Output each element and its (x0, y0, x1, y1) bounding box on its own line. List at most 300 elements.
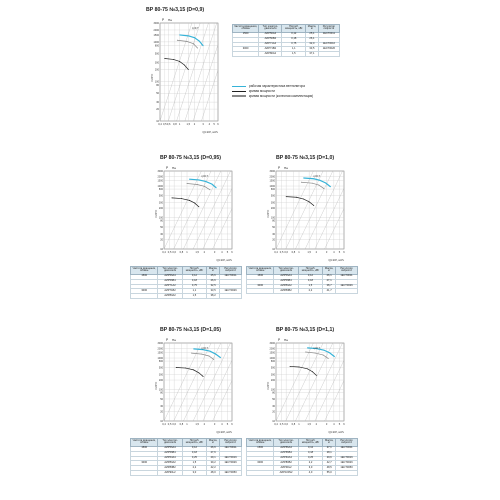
y-tick-label: 100 (270, 388, 275, 392)
table-cell: 3,0 (182, 471, 207, 476)
table-cell: 1500 (247, 274, 274, 279)
table-cell: 1ЕСТ0026 (219, 289, 241, 294)
data-point (312, 183, 313, 184)
x-tick-label: 1,5 (195, 251, 199, 254)
data-point (328, 358, 329, 359)
table-header-cell: Потреб. мощность, кВт (182, 439, 207, 447)
y-tick-label: 3000 (157, 169, 163, 173)
y-tick-label: 300 (270, 373, 275, 377)
table-header-cell: Потреб. мощность, кВт (298, 439, 323, 447)
table-cell: 0,12 (298, 274, 323, 279)
table-cell: 1ЕСТ0026 (335, 284, 357, 289)
y-tick-label: 50 (272, 397, 275, 401)
data-point (173, 59, 174, 60)
data-point (197, 48, 198, 49)
table-cell: 26,1 (306, 37, 319, 42)
data-point (307, 347, 308, 348)
data-point (197, 184, 198, 185)
table-header-cell: Частота вращения, об/мин (234, 24, 258, 31)
table-cell: 0,25 (182, 456, 207, 461)
data-point (307, 368, 308, 369)
table-cell: 0,12 (182, 274, 207, 279)
table-cell: АИР56А4 (158, 446, 182, 451)
y-axis-unit: Па (172, 338, 176, 342)
data-point (323, 355, 324, 356)
data-point (211, 184, 212, 185)
y-tick-label: 200 (270, 378, 275, 382)
table-header-cell: Регулятор скорости (336, 439, 358, 447)
y-tick-label: 3000 (269, 169, 275, 173)
y-tick-label: 300 (154, 61, 159, 65)
table-cell (335, 289, 357, 294)
table-cell: 2,2 (182, 466, 207, 471)
table-cell: АИР90L2 (158, 471, 182, 476)
y-tick-label: 500 (158, 194, 163, 198)
data-point (220, 357, 221, 358)
table-cell: АИР71В2 (158, 289, 182, 294)
table-cell: 1500 (131, 274, 158, 279)
table-cell: АИР71В2 (259, 47, 282, 52)
table-row (247, 471, 358, 476)
table-cell: 0,18 (298, 451, 323, 456)
table-header-cell: Частота вращения, об/мин (131, 267, 158, 275)
legend-label-work: рабочая характеристика вентилятора (249, 84, 305, 88)
data-point (315, 353, 316, 354)
table-row (233, 52, 340, 57)
y-axis-label: P (278, 338, 281, 342)
table-cell: 1,1 (182, 289, 207, 294)
y-tick-label: 3000 (269, 341, 275, 345)
table-cell: 1ЕСТ0011 (335, 274, 357, 279)
x-tick-label: 6 (217, 123, 219, 126)
table-cell: 1ЕСТ0016 (336, 456, 358, 461)
table-cell: 42,7 (323, 461, 336, 466)
data-point (193, 348, 194, 349)
x-tick-label: 0,4 (158, 123, 162, 126)
x-tick-label: 3 (325, 423, 328, 426)
table-cell (247, 471, 274, 476)
table-cell: 27,1 (323, 279, 336, 284)
x-tick-label: 0,8 (179, 423, 184, 426)
data-point (313, 178, 314, 179)
x-tick-label: 2 (203, 423, 206, 426)
y-tick-label: 30 (160, 232, 163, 236)
y-tick-label: 1500 (153, 33, 159, 37)
data-point (199, 41, 200, 42)
legend-swatch-power (232, 91, 246, 92)
y-tick-label: 200 (270, 206, 275, 210)
table-cell: АИР63А4 (274, 456, 298, 461)
data-point (305, 352, 306, 353)
table-cell: 0,12 (182, 446, 207, 451)
x-tick-label: 0,4 (162, 251, 166, 254)
y-tick-label: 2000 (153, 28, 159, 32)
data-point (193, 43, 194, 44)
y-tick-label: 10 (160, 419, 163, 423)
table-cell: 3000 (131, 461, 158, 466)
y-axis-label: P (278, 166, 281, 170)
table-header-cell: Регулятор скорости (219, 267, 241, 275)
x-tick-label: 6 (231, 251, 233, 254)
data-point (194, 37, 195, 38)
table-cell: АИР56В4 (274, 279, 298, 284)
efficiency-label: η=0,7 (313, 347, 320, 350)
data-point (205, 181, 206, 182)
y-tick-label: 100 (154, 80, 159, 84)
chart-2 (150, 163, 242, 263)
y-tick-label: 100 (270, 216, 275, 220)
data-point (301, 182, 302, 183)
table-cell: 33,5 (207, 289, 220, 294)
x-tick-label: 5 (213, 123, 215, 126)
x-tick-label: 1,5 (307, 251, 311, 254)
data-point (194, 203, 195, 204)
table-header-cell: Частота вращения, об/мин (247, 267, 274, 275)
x-tick-label: 1,5 (307, 423, 311, 426)
y-tick-label: 20 (160, 410, 163, 414)
table-row (247, 289, 358, 294)
table-header-cell: Частота вращения, об/мин (131, 439, 158, 447)
y-tick-label: 80 (272, 391, 275, 395)
table-cell: 39,2 (207, 461, 220, 466)
temperature-label: t=20°C (151, 73, 154, 82)
x-tick-label: 4 (333, 423, 335, 426)
table-cell: 38,2 (207, 294, 220, 299)
table-cell: АИР71А4 (259, 42, 282, 47)
table-cell: 1,5 (298, 284, 323, 289)
legend-item-power-mounted (232, 94, 313, 99)
y-tick-label: 100 (158, 388, 163, 392)
data-point (316, 375, 317, 376)
x-tick-label: 1 (186, 251, 188, 254)
x-tick-label: 3 (213, 251, 216, 254)
table-cell: 1ЕСТ0011 (219, 274, 241, 279)
table-cell: 27,6 (207, 451, 220, 456)
y-tick-label: 2000 (269, 347, 275, 351)
table-cell: АИР56В4 (158, 279, 182, 284)
table-cell: 26,6 (207, 446, 220, 451)
data-point (198, 179, 199, 180)
x-tick-label: 1 (298, 251, 300, 254)
chart-title-1: ВР 80-75 №3,15 (D=0,9) (146, 7, 205, 13)
y-tick-label: 20 (156, 107, 159, 111)
legend (232, 84, 313, 98)
y-tick-label: 500 (154, 52, 159, 56)
x-axis-label: Q×10³, м³/ч (328, 430, 344, 434)
table-cell: 48,5 (323, 466, 336, 471)
data-point (312, 371, 313, 372)
data-point (329, 352, 330, 353)
efficiency-label: η=0,7 (201, 175, 208, 178)
table-cell: АИР56В4 (158, 451, 182, 456)
temperature-label: t=20°C (267, 209, 270, 218)
table-cell: 1ЕСТ0026 (219, 461, 241, 466)
x-axis-label: Q×10³, м³/ч (202, 130, 218, 134)
table-cell: АИР80А2 (274, 284, 298, 289)
y-axis-unit: Па (284, 338, 288, 342)
table-cell: 1ЕСТ0011 (318, 32, 339, 37)
data-point (330, 186, 331, 187)
table-cell: 0,18 (298, 279, 323, 284)
data-point (296, 197, 297, 198)
data-point (216, 187, 217, 188)
table-header-cell: Масса, кг (306, 25, 319, 33)
efficiency-label: η=0,7 (313, 175, 320, 178)
table-cell: 32,0 (306, 42, 319, 47)
y-tick-label: 1000 (269, 356, 275, 360)
table-cell: 1,5 (182, 294, 207, 299)
x-axis-label: Q×10³, м³/ч (216, 430, 232, 434)
legend-label-power: кривая мощности (249, 88, 275, 93)
x-tick-label: 0,8 (179, 251, 184, 254)
table-cell: 48,0 (207, 471, 220, 476)
y-tick-label: 100 (158, 216, 163, 220)
table-cell: АИР80А2 (259, 52, 282, 57)
y-tick-label: 500 (158, 366, 163, 370)
table-header-cell: Регулятор скорости (219, 439, 241, 447)
table-cell: 1ЕСТ0011 (336, 446, 358, 451)
y-tick-label: 800 (158, 359, 163, 363)
table-cell: АИР56А4 (259, 32, 282, 37)
y-tick-label: 1500 (269, 179, 275, 183)
x-tick-label: 5 (226, 423, 229, 426)
table-cell: 1ЕСТ0011 (219, 446, 241, 451)
data-point (309, 201, 310, 202)
table-header-cell: Масса, кг (323, 267, 336, 275)
y-tick-label: 30 (272, 232, 275, 236)
table-cell: АИР80В2 (274, 289, 298, 294)
y-tick-label: 30 (272, 404, 275, 408)
data-point (186, 41, 187, 42)
table-header-cell: Регулятор скорости (318, 25, 339, 33)
table-cell: 42,2 (207, 466, 220, 471)
table-header-cell: Тип электро-двигателя (274, 267, 298, 275)
data-point (204, 186, 205, 187)
table-cell (233, 52, 259, 57)
table-cell: 0,18 (182, 451, 207, 456)
y-tick-label: 10 (160, 247, 163, 251)
table-header-cell: Частота вращения, об/мин (247, 439, 274, 447)
table-cell: 1500 (131, 446, 158, 451)
table-row (131, 294, 242, 299)
x-tick-label: 0,5 (167, 423, 172, 426)
y-tick-label: 80 (160, 391, 163, 395)
y-tick-label: 500 (270, 194, 275, 198)
data-point (198, 206, 199, 207)
x-tick-label: 5 (338, 251, 341, 254)
y-tick-label: 10 (272, 419, 275, 423)
table-row (131, 471, 242, 476)
table-cell (131, 294, 158, 299)
temperature-label: t=20°C (155, 381, 158, 390)
y-tick-label: 3000 (153, 21, 159, 25)
y-tick-label: 800 (270, 359, 275, 363)
chart-3 (262, 163, 354, 263)
table-cell: 3000 (131, 289, 158, 294)
x-tick-label: 0,5 (167, 251, 172, 254)
y-tick-label: 30 (156, 101, 159, 105)
y-tick-label: 50 (272, 225, 275, 229)
efficiency-label: η=0,7 (201, 347, 208, 350)
spec-table-4 (130, 438, 242, 476)
table-cell: 27,1 (323, 446, 336, 451)
y-tick-label: 1000 (269, 184, 275, 188)
table-cell (219, 294, 241, 299)
data-point (290, 366, 291, 367)
y-tick-label: 50 (160, 225, 163, 229)
spec-table-1 (232, 24, 340, 57)
table-cell: 26,6 (207, 279, 220, 284)
table-cell: 37,1 (306, 52, 319, 57)
table-cell: 2,2 (298, 289, 323, 294)
table-cell: 0,12 (298, 446, 323, 451)
table-cell: 1ЕСТ0026 (336, 461, 358, 466)
x-tick-label: 2 (315, 251, 318, 254)
table-cell: 0,12 (282, 32, 306, 37)
y-axis-unit: Па (284, 166, 288, 170)
table-cell: 2,2 (298, 461, 323, 466)
table-cell: 1,1 (282, 47, 306, 52)
table-cell: 33,5 (306, 47, 319, 52)
data-point (319, 180, 320, 181)
data-point (172, 197, 173, 198)
x-tick-label: 4 (208, 123, 211, 126)
table-cell: АИР80А2 (158, 461, 182, 466)
data-point (198, 372, 199, 373)
data-point (188, 35, 189, 36)
x-tick-label: 1,5 (186, 123, 191, 126)
y-tick-label: 3000 (157, 341, 163, 345)
chart-title-2: ВР 80-75 №3,15 (D=0,95) (160, 155, 222, 161)
data-point (189, 200, 190, 201)
data-point (185, 368, 186, 369)
x-tick-label: 3 (202, 123, 204, 126)
table-cell: АИР100S2 (274, 471, 298, 476)
table-cell: 1,5 (182, 461, 207, 466)
spec-table-5 (246, 438, 358, 476)
table-cell: 3000 (247, 284, 274, 289)
y-tick-label: 2000 (157, 175, 163, 179)
table-cell: 41,7 (323, 289, 336, 294)
table-cell: 1ЕСТ0016 (219, 456, 241, 461)
data-point (210, 189, 211, 190)
table-cell: АИР56А4 (274, 446, 298, 451)
chart-1 (146, 15, 228, 135)
y-tick-label: 200 (154, 68, 159, 72)
data-point (213, 359, 214, 360)
table-cell: 1,5 (282, 52, 306, 57)
y-tick-label: 20 (272, 238, 275, 242)
x-tick-label: 2 (203, 251, 206, 254)
data-point (299, 367, 300, 368)
data-point (203, 45, 204, 46)
data-point (193, 369, 194, 370)
y-tick-label: 1000 (157, 356, 163, 360)
efficiency-label: η=0,7 (191, 27, 199, 30)
y-axis-label: P (166, 166, 169, 170)
x-tick-label: 4 (333, 251, 335, 254)
x-tick-label: 4 (221, 423, 223, 426)
table-cell: 0,18 (282, 37, 306, 42)
table-cell: АИР56В4 (274, 451, 298, 456)
chart-4 (150, 335, 242, 435)
table-cell: 0,75 (282, 42, 306, 47)
table-cell: 1500 (233, 32, 259, 37)
legend-swatch-power-mounted (232, 95, 246, 96)
x-tick-label: 0,4 (274, 251, 278, 254)
data-point (325, 183, 326, 184)
y-tick-label: 200 (158, 206, 163, 210)
x-tick-label: 0,8 (291, 251, 296, 254)
table-header-cell: Потреб. мощность, кВт (182, 267, 207, 275)
data-point (189, 179, 190, 180)
x-tick-label: 0,6 (166, 123, 171, 126)
x-tick-label: 0,8 (291, 423, 296, 426)
table-cell: 32,5 (207, 284, 220, 289)
y-axis-unit: Па (168, 18, 172, 22)
chart-title-3: ВР 80-75 №3,15 (D=1,0) (276, 155, 335, 161)
table-cell: 3,0 (298, 466, 323, 471)
table-cell: 1ЕСТ0016 (318, 42, 339, 47)
table-cell: 1ЕСТ0050 (219, 471, 241, 476)
table-cell: 4,0 (298, 471, 323, 476)
y-tick-label: 1500 (157, 179, 163, 183)
chart-title-5: ВР 80-75 №3,15 (D=1,1) (276, 327, 335, 333)
table-cell: 28,1 (323, 451, 336, 456)
y-tick-label: 800 (154, 44, 159, 48)
y-tick-label: 800 (158, 187, 163, 191)
table-cell: АИР56А4 (274, 274, 298, 279)
table-header-cell: Потреб. мощность, кВт (282, 25, 306, 33)
y-tick-label: 200 (158, 378, 163, 382)
table-cell: 0,75 (182, 284, 207, 289)
table-cell: 29,6 (323, 456, 336, 461)
data-point (164, 58, 165, 59)
y-tick-label: 80 (272, 219, 275, 223)
legend-swatch-work (232, 86, 246, 87)
data-point (210, 351, 211, 352)
data-point (176, 367, 177, 368)
table-cell: 1ЕСТ0026 (318, 47, 339, 52)
data-point (303, 178, 304, 179)
x-tick-label: 0,5 (162, 123, 167, 126)
table-cell: 25,6 (207, 274, 220, 279)
table-cell: АИР90L2 (274, 466, 298, 471)
table-header-cell: Тип электро-двигателя (259, 25, 282, 33)
data-point (313, 205, 314, 206)
x-tick-label: 0,6 (172, 423, 176, 426)
x-tick-label: 4 (221, 251, 223, 254)
legend-label-power-mounted: кривая мощности (колесная комплектация) (249, 93, 314, 98)
data-point (188, 69, 189, 70)
data-point (179, 61, 180, 62)
table-cell: 26,1 (323, 274, 336, 279)
data-point (201, 354, 202, 355)
data-point (286, 196, 287, 197)
table-header-cell: Тип электро-двигателя (158, 267, 182, 275)
y-tick-label: 1500 (269, 351, 275, 355)
table-cell: 0,25 (298, 456, 323, 461)
table-cell: 29,1 (207, 456, 220, 461)
x-tick-label: 0,8 (173, 123, 177, 126)
table-header-cell: Потреб. мощность, кВт (298, 267, 323, 275)
x-tick-label: 3 (325, 251, 328, 254)
table-cell: 25,1 (306, 32, 319, 37)
y-tick-label: 1500 (157, 351, 163, 355)
data-point (209, 356, 210, 357)
table-cell: 1500 (247, 446, 274, 451)
y-axis-label: P (166, 338, 169, 342)
